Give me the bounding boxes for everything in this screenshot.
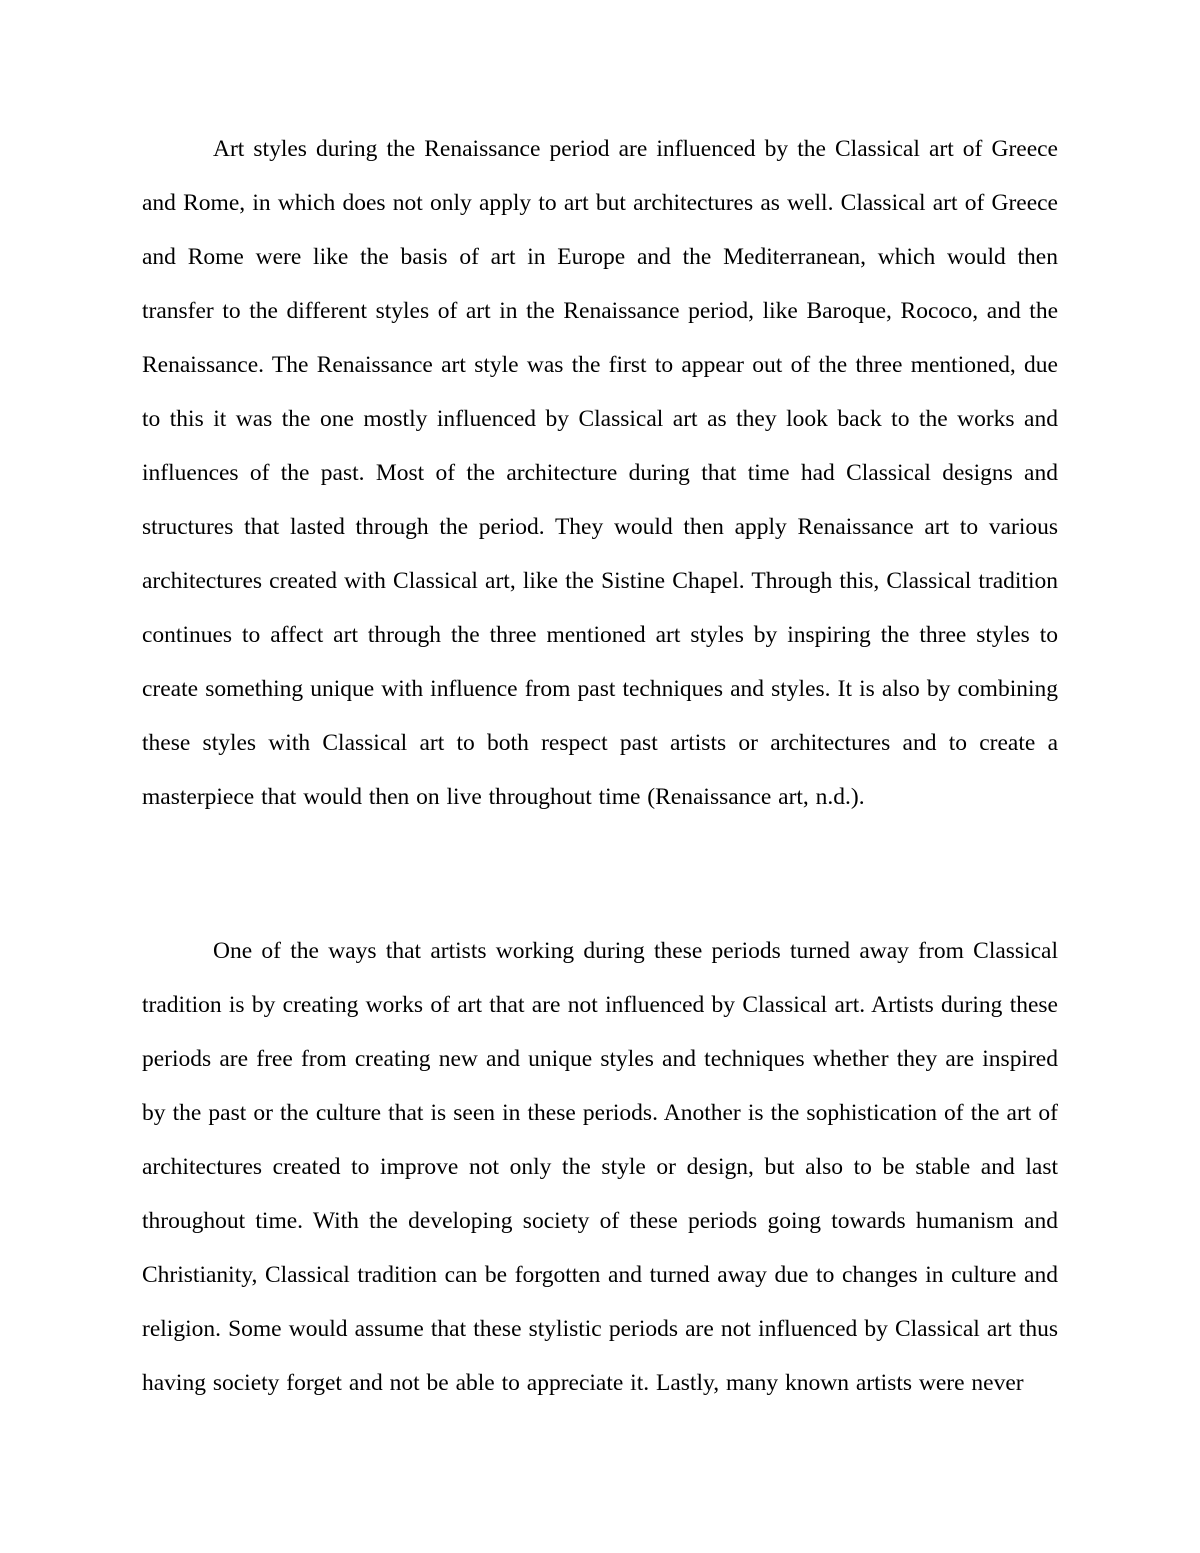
- essay-paragraph-1: Art styles during the Renaissance period are influenced by the Classical art of Greece and Rome, in which does not only apply to art but architectures as well. Classical art of Greece and Rome were like the basis of art in Europe and the Mediterranean, which would then transfer to the different styles of art in the Renaissance period, like Baroque, Rococo, and the Renaissance. The Renaissance art style was the first to appear out of the three mentioned, due to this it was the one mostly influenced by Classical art as they look back to the works and influences of the past. Most of the architecture during that time had Classical designs and structures that lasted through the period. They would then apply Renaissance art to various architectures created with Classical art, like the Sistine Chapel. Through this, Classical tradition continues to affect art through the three mentioned art styles by inspiring the three styles to create something unique with influence from past techniques and styles. It is also by combining these styles with Classical art to both respect past artists or architectures and to create a masterpiece that would then on live throughout time (Renaissance art, n.d.).: [142, 136, 1058, 810]
- paragraph-gap: [142, 824, 1058, 924]
- essay-paragraph-2: One of the ways that artists working during these periods turned away from Classical tradition is by creating works of art that are not influenced by Classical art. Artists during these periods are free from creating new and unique styles and techniques whether they are inspired by the past or the culture that is seen in these periods. Another is the sophistication of the art of architectures created to improve not only the style or design, but also to be stable and last throughout time. With the developing society of these periods going towards humanism and Christianity, Classical tradition can be forgotten and turned away due to changes in culture and religion. Some would assume that these stylistic periods are not influenced by Classical art thus having society forget and not be able to appreciate it. Lastly, many known artists were never: [142, 938, 1058, 1396]
